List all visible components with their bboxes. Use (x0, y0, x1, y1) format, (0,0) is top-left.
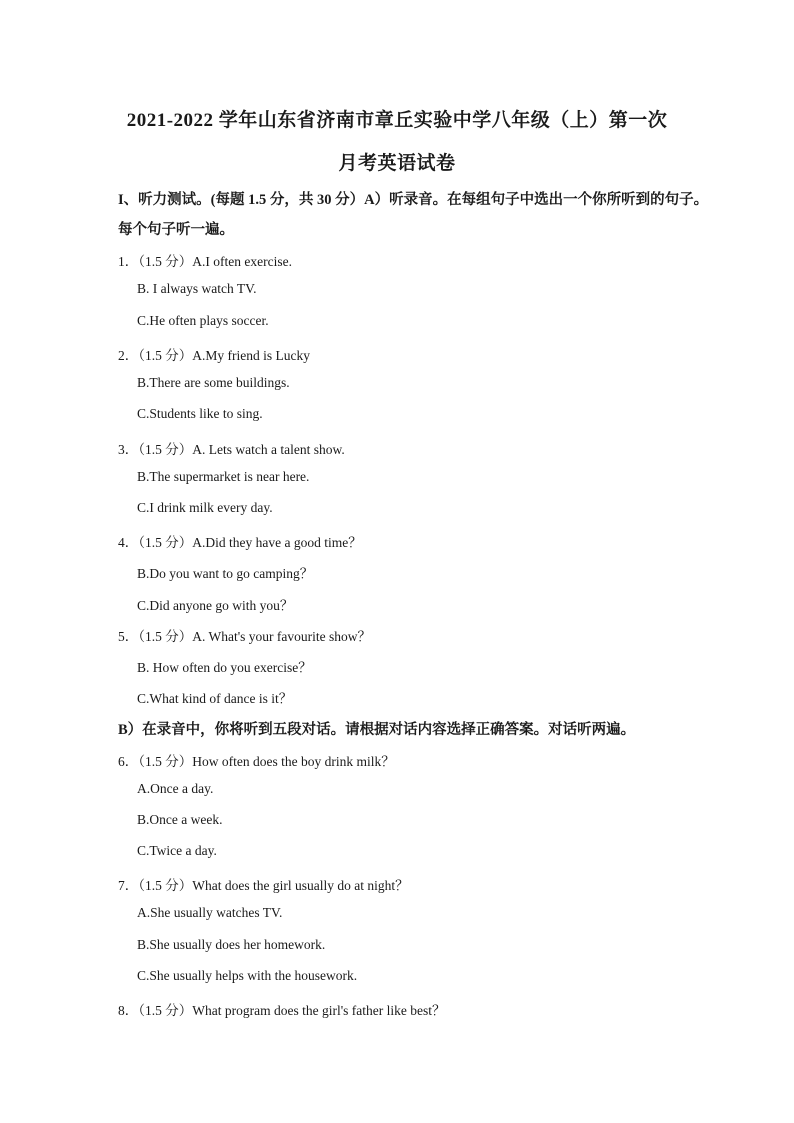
question-1-option-b: B. I always watch TV. (137, 281, 257, 296)
question-4-option-c: C.Did anyone go with you？ (137, 598, 294, 613)
question-6-option-b: B.Once a week. (137, 812, 223, 827)
question-7-option-a: A.She usually watches TV. (137, 905, 283, 920)
question-4: 4．（1.5 分）A.Did they have a good time？ (118, 535, 362, 550)
question-6-option-c: C.Twice a day. (137, 843, 217, 858)
question-5: 5．（1.5 分）A. What's your favourite show？ (118, 629, 372, 644)
question-5-option-c: C.What kind of dance is it？ (137, 691, 293, 706)
question-8: 8．（1.5 分）What program does the girl's father like best？ (118, 1003, 446, 1018)
question-1: 1．（1.5 分）A.I often exercise. (118, 254, 292, 269)
question-5-option-b: B. How often do you exercise？ (137, 660, 312, 675)
question-3-option-b: B.The supermarket is near here. (137, 469, 310, 484)
section1-instruction-line2: 每个句子听一遍。 (118, 222, 234, 238)
section1-instruction-line1: I、听力测试。(每题 1.5 分，共 30 分）A）听录音。在每组句子中选出一个你所听到的句子。 (118, 192, 709, 208)
question-7-option-b: B.She usually does her homework. (137, 937, 326, 952)
question-2: 2．（1.5 分）A.My friend is Lucky (118, 348, 310, 363)
question-3: 3．（1.5 分）A. Lets watch a talent show. (118, 442, 345, 457)
question-3-option-c: C.I drink milk every day. (137, 500, 273, 515)
question-2-option-c: C.Students like to sing. (137, 406, 263, 421)
question-4-option-b: B.Do you want to go camping？ (137, 566, 314, 581)
exam-title-line1: 2021-2022 学年山东省济南市章丘实验中学八年级（上）第一次 (126, 110, 668, 131)
exam-title-line2: 月考英语试卷 (338, 153, 456, 174)
question-6: 6．（1.5 分）How often does the boy drink milk？ (118, 754, 395, 769)
section-b-instruction: B）在录音中，你将听到五段对话。请根据对话内容选择正确答案。对话听两遍。 (118, 722, 636, 738)
question-2-option-b: B.There are some buildings. (137, 375, 290, 390)
question-7-option-c: C.She usually helps with the housework. (137, 968, 358, 983)
question-1-option-c: C.He often plays soccer. (137, 313, 269, 328)
question-6-option-a: A.Once a day. (137, 781, 214, 796)
question-7: 7．（1.5 分）What does the girl usually do at night？ (118, 878, 409, 893)
